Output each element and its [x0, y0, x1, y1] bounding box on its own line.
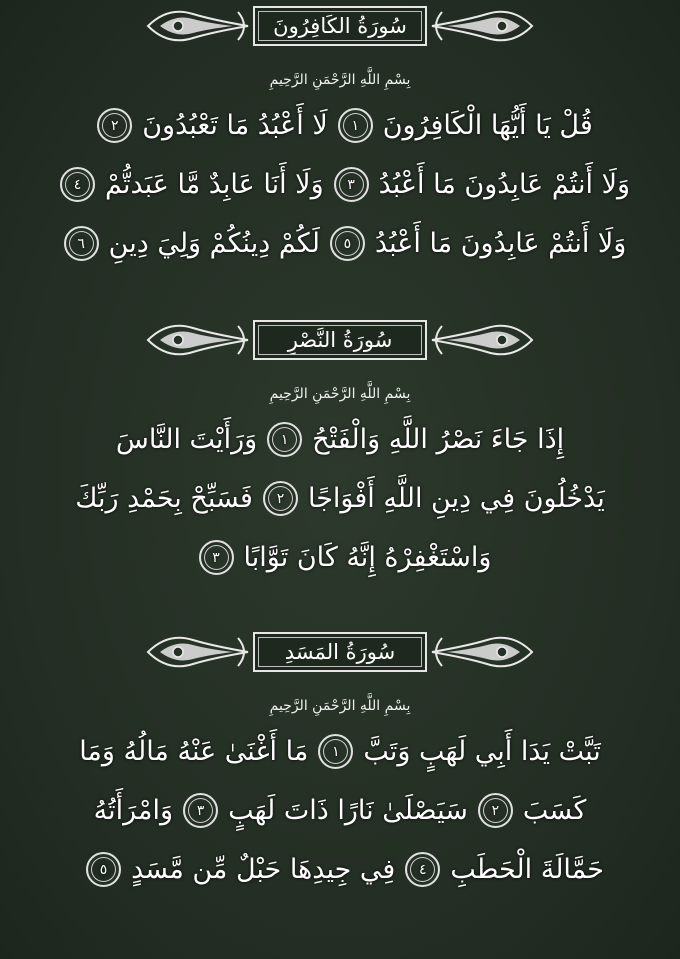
verse-text: لَكُمْ دِينُكُمْ وَلِيَ دِينِ: [108, 228, 320, 259]
ayah-number-marker: ٦: [64, 226, 99, 261]
ayah-number-marker: ٥: [330, 226, 365, 261]
verse-line: [0, 528, 680, 587]
verse-lines: [0, 722, 680, 899]
verse-line: [0, 214, 680, 273]
surah-title-banner: [253, 632, 427, 672]
ayah-number-marker: ١: [267, 422, 302, 457]
ayah-number-marker: ٢: [478, 793, 513, 828]
verse-text: فَسَبِّحْ بِحَمْدِ رَبِّكَ: [75, 483, 253, 514]
arabesque-ornament-icon: [422, 318, 542, 362]
surah-title-banner: [253, 6, 427, 46]
surah-title: سُورَةُ النَّصْرِ: [287, 328, 393, 352]
verse-text: يَدْخُلُونَ فِي دِينِ اللَّهِ أَفْوَاجًا: [307, 483, 605, 514]
verse-line: [0, 469, 680, 528]
ayah-number-marker: ٢: [263, 481, 298, 516]
ayah-number-marker: ٤: [405, 852, 440, 887]
verse-text: إِذَا جَاءَ نَصْرُ اللَّهِ وَالْفَتْحُ: [312, 424, 565, 455]
surah-title: سُورَةُ الكَافِرُونَ: [273, 14, 407, 38]
verse-line: [0, 410, 680, 469]
ayah-number-marker: ١: [338, 108, 373, 143]
arabesque-ornament-icon: [422, 4, 542, 48]
verse-text: حَمَّالَةَ الْحَطَبِ: [450, 854, 604, 885]
arabesque-ornament-icon: [138, 4, 258, 48]
verse-text: وَرَأَيْتَ النَّاسَ: [115, 424, 258, 455]
surah-header: [0, 4, 680, 48]
ayah-number-marker: ٣: [199, 540, 234, 575]
surah-al-masad: [0, 630, 680, 899]
ayah-number-marker: ٢: [97, 108, 132, 143]
arabesque-ornament-icon: [138, 318, 258, 362]
ayah-number-marker: ٣: [334, 167, 369, 202]
verse-text: قُلْ يَا أَيُّهَا الْكَافِرُونَ: [382, 110, 593, 141]
basmala: بِسْمِ اللَّهِ الرَّحْمَنِ الرَّحِيمِ: [269, 72, 411, 88]
arabesque-ornament-icon: [138, 630, 258, 674]
surah-al-kafirun: [0, 4, 680, 273]
verse-text: كَسَبَ: [522, 795, 587, 826]
verse-text: وَاسْتَغْفِرْهُ إِنَّهُ كَانَ تَوَّابًا: [243, 542, 492, 573]
surah-title-banner: [253, 320, 427, 360]
basmala: بِسْمِ اللَّهِ الرَّحْمَنِ الرَّحِيمِ: [269, 698, 411, 714]
verse-line: [0, 96, 680, 155]
verse-line: [0, 722, 680, 781]
verse-text: وَامْرَأَتُهُ: [93, 795, 174, 826]
verse-line: [0, 781, 680, 840]
verse-text: وَلَا أَنتُمْ عَابِدُونَ مَا أَعْبُدُ: [374, 228, 627, 259]
ayah-number-marker: ٥: [86, 852, 121, 887]
verse-text: وَلَا أَنتُمْ عَابِدُونَ مَا أَعْبُدُ: [378, 169, 631, 200]
surah-header: [0, 318, 680, 362]
surah-an-nasr: [0, 318, 680, 587]
basmala: بِسْمِ اللَّهِ الرَّحْمَنِ الرَّحِيمِ: [269, 386, 411, 402]
verse-lines: [0, 410, 680, 587]
ayah-number-marker: ٣: [183, 793, 218, 828]
verse-lines: [0, 96, 680, 273]
ayah-number-marker: ٤: [60, 167, 95, 202]
ayah-number-marker: ١: [318, 734, 353, 769]
verse-text: وَلَا أَنَا عَابِدٌ مَّا عَبَدتُّمْ: [104, 169, 324, 200]
surah-header: [0, 630, 680, 674]
verse-line: [0, 840, 680, 899]
verse-text: سَيَصْلَىٰ نَارًا ذَاتَ لَهَبٍ: [228, 795, 468, 826]
verse-line: [0, 155, 680, 214]
verse-text: لَا أَعْبُدُ مَا تَعْبُدُونَ: [142, 110, 328, 141]
verse-text: تَبَّتْ يَدَا أَبِي لَهَبٍ وَتَبَّ: [363, 736, 601, 767]
arabesque-ornament-icon: [422, 630, 542, 674]
verse-text: فِي جِيدِهَا حَبْلٌ مِّن مَّسَدٍ: [131, 854, 396, 885]
verse-text: مَا أَغْنَىٰ عَنْهُ مَالُهُ وَمَا: [79, 736, 309, 767]
surah-title: سُورَةُ المَسَدِ: [284, 640, 396, 664]
